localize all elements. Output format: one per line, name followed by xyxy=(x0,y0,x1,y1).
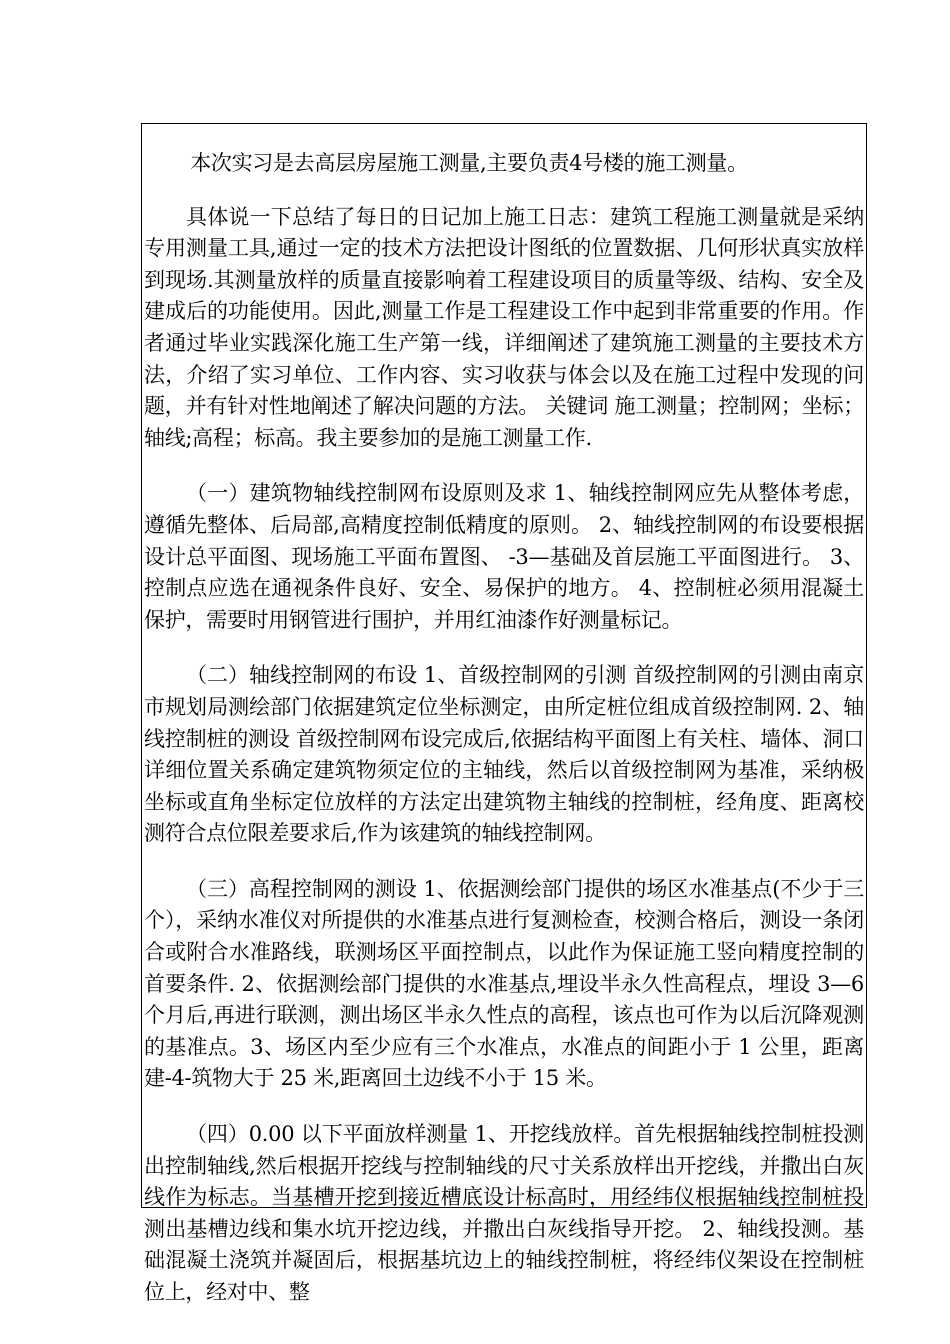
document-frame xyxy=(141,123,867,1304)
paragraph-section-4: （四）0.00 以下平面放样测量 1、开挖线放样。首先根据轴线控制桩投测出控制轴线,然后根据开挖线与控制轴线的尺寸关系放样出开挖线，并撒出白灰线作为标志。当基槽开挖到接近槽底设计标高时，用经纬仪根据轴线控制桩投测出基槽边线和集水坑开挖边线，并撒出白灰线指导开挖。 2、轴线投测。基础混凝土浇筑并凝固后，根据基坑边上的轴线控制桩，将经纬仪架设在控制桩位上，经对中、整 xyxy=(144,1122,864,1304)
paragraph-section-3: （三）高程控制网的测设 1、依据测绘部门提供的场区水准基点(不少于三个），采纳水准仪对所提供的水准基点进行复测检查，校测合格后，测设一条闭合或附合水准路线，联测场区平面控制点，以此作为保证施工竖向精度控制的首要条件. 2、依据测绘部门提供的水准基点,埋设半永久性高程点，埋设 3—6个月后,再进行联测，测出场区半永久性点的高程，该点也可作为以后沉降观测的基准点。3、场区内至少应有三个水准点，水准点的间距小于 1 公里，距离建-4-筑物大于 25 米,距离回土边线不小于 15 米。 xyxy=(144,876,864,1091)
paragraph-section-1: （一）建筑物轴线控制网布设原则及求 1、轴线控制网应先从整体考虑，遵循先整体、后局部,高精度控制低精度的原则。 2、轴线控制网的布设要根据设计总平面图、现场施工平面布置图、 -3—基础及首层施工平面图进行。 3、控制点应选在通视条件良好、安全、易保护的地方。 4、控制桩必须用混凝土保护，需要时用钢管进行围护，并用红油漆作好测量标记。 xyxy=(144,481,864,632)
paragraph-intro: 本次实习是去高层房屋施工测量,主要负责4号楼的施工测量。 xyxy=(190,151,748,175)
paragraph-section-2: （二）轴线控制网的布设 1、首级控制网的引测 首级控制网的引测由南京市规划局测绘部门依据建筑定位坐标测定，由所定桩位组成首级控制网. 2、轴线控制桩的测设 首级控制网布设完成后,依据结构平面图上有关柱、墙体、洞口详细位置关系确定建筑物须定位的主轴线，然后以首级控制网为基准，采纳极坐标或直角坐标定位放样的方法定出建筑物主轴线的控制桩，经角度、距离校测符合点位限差要求后,作为该建筑的轴线控制网。 xyxy=(144,663,864,846)
paragraph-summary: 具体说一下总结了每日的日记加上施工日志：建筑工程施工测量就是采纳专用测量工具,通过一定的技术方法把设计图纸的位置数据、几何形状真实放样到现场.其测量放样的质量直接影响着工程建设项目的质量等级、结构、安全及建成后的功能使用。因此,测量工作是工程建设工作中起到非常重要的作用。作者通过毕业实践深化施工生产第一线，详细阐述了建筑施工测量的主要技术方法，介绍了实习单位、工作内容、实习收获与体会以及在施工过程中发现的问题，并有针对性地阐述了解决问题的方法。 关键词 施工测量；控制网；坐标；轴线;高程；标高。我主要参加的是施工测量工作. xyxy=(144,204,864,450)
